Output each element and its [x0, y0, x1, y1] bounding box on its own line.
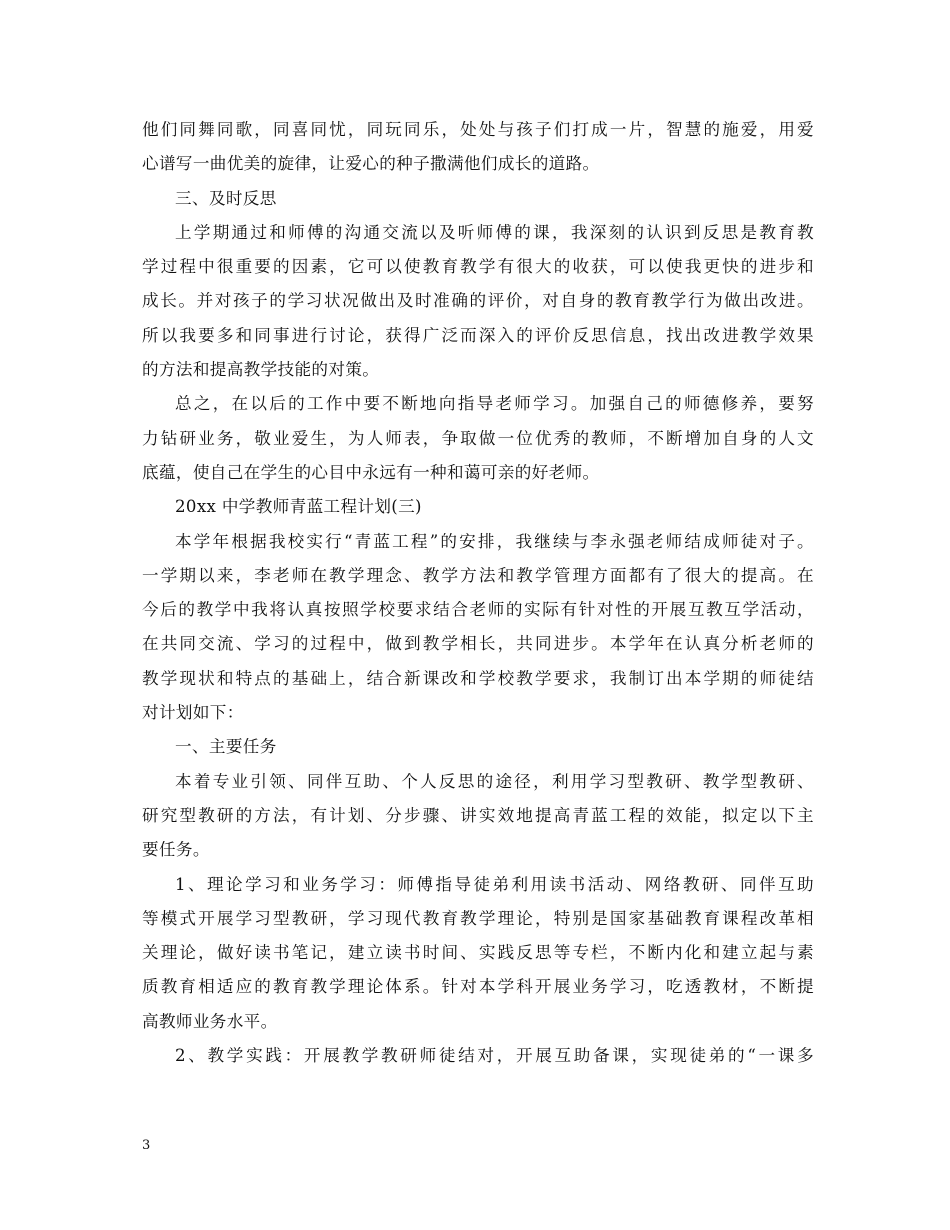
paragraph-line: 力钻研业务，敬业爱生，为人师表，争取做一位优秀的教师，不断增加自身的人文 [142, 428, 814, 448]
document-heading: 20xx 中学教师青蓝工程计划(三) [175, 497, 422, 517]
paragraph-line: 2、教学实践：开展教学教研师徒结对，开展互助备课，实现徒弟的“一课多 [175, 1046, 814, 1066]
paragraph-line: 教学现状和特点的基础上，结合新课改和学校教学要求，我制订出本学期的师徒结 [142, 668, 814, 688]
paragraph-line: 研究型教研的方法，有计划、分步骤、讲实效地提高青蓝工程的效能，拟定以下主 [142, 805, 814, 825]
paragraph-line: 对计划如下： [142, 703, 244, 723]
paragraph-line: 关理论，做好读书笔记，建立读书时间、实践反思等专栏，不断内化和建立起与素 [142, 943, 814, 963]
paragraph-line: 在共同交流、学习的过程中，做到教学相长，共同进步。本学年在认真分析老师的 [142, 634, 814, 654]
paragraph-line: 心谱写一曲优美的旋律，让爱心的种子撒满他们成长的道路。 [142, 154, 600, 174]
paragraph-line: 今后的教学中我将认真按照学校要求结合老师的实际有针对性的开展互教互学活动， [142, 600, 814, 620]
section-heading: 三、及时反思 [175, 188, 277, 208]
paragraph-line: 1、理论学习和业务学习：师傅指导徒弟利用读书活动、网络教研、同伴互助 [175, 874, 814, 894]
paragraph-line: 要任务。 [142, 840, 210, 860]
paragraph-line: 本学年根据我校实行“青蓝工程”的安排，我继续与李永强老师结成师徒对子。 [175, 531, 814, 551]
page-number: 3 [142, 1138, 151, 1153]
paragraph-line: 总之，在以后的工作中要不断地向指导老师学习。加强自己的师德修养，要努 [175, 394, 814, 414]
paragraph-line: 他们同舞同歌，同喜同忧，同玩同乐，处处与孩子们打成一片，智慧的施爱，用爱 [142, 120, 814, 139]
document-body [142, 113, 814, 1073]
paragraph-line: 本着专业引领、同伴互助、个人反思的途径，利用学习型教研、教学型教研、 [175, 771, 814, 791]
paragraph-line: 所以我要多和同事进行讨论，获得广泛而深入的评价反思信息，找出改进教学效果 [142, 325, 814, 345]
paragraph-line: 学过程中很重要的因素，它可以使教育教学有很大的收获，可以使我更快的进步和 [142, 257, 814, 277]
paragraph-line: 质教育相适应的教育教学理论体系。针对本学科开展业务学习，吃透教材，不断提 [142, 977, 814, 997]
paragraph-line: 高教师业务水平。 [142, 1011, 278, 1031]
paragraph-line: 的方法和提高教学技能的对策。 [142, 360, 380, 380]
paragraph-line: 底蕴，使自己在学生的心目中永远有一种和蔼可亲的好老师。 [142, 462, 600, 482]
paragraph-line: 一学期以来，李老师在教学理念、教学方法和教学管理方面都有了很大的提高。在 [142, 565, 814, 585]
paragraph-line: 上学期通过和师傅的沟通交流以及听师傅的课，我深刻的认识到反思是教育教 [175, 222, 814, 242]
paragraph-line: 等模式开展学习型教研，学习现代教育教学理论，特别是国家基础教育课程改革相 [142, 908, 814, 928]
paragraph-line: 成长。并对孩子的学习状况做出及时准确的评价，对自身的教育教学行为做出改进。 [142, 291, 814, 311]
section-heading: 一、主要任务 [175, 737, 277, 757]
